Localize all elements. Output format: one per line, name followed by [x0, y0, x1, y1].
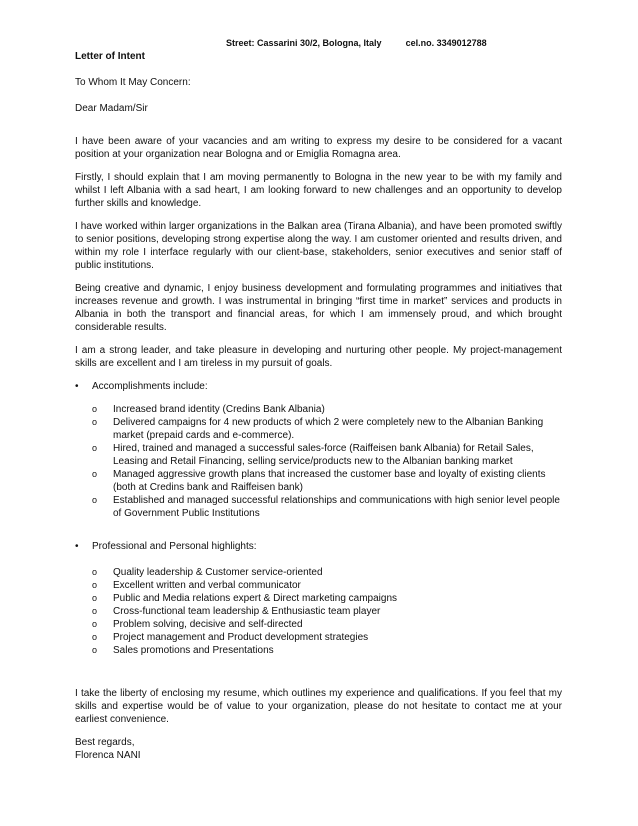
- circle-bullet-icon: o: [92, 593, 98, 603]
- list-item: [75, 468, 562, 494]
- paragraph-intro: I have been aware of your vacancies and am writing to express my desire to be considered for a vacant position at your organization near Bologna and or Emiglia Romagna area.: [75, 136, 562, 160]
- signature-name: Florenca NANI: [75, 750, 141, 761]
- circle-bullet-icon: o: [92, 404, 98, 414]
- salutation-personal: Dear Madam/Sir: [75, 103, 148, 114]
- letter-body: [75, 50, 562, 762]
- paragraph-creativity: Being creative and dynamic, I enjoy business development and formulating programmes and initiatives that increases revenue and growth. I was instrumental in bringing “first time in market” services and products in Albania in both the transport and financial areas, for which I am immensely proud, and which brought considerable results.: [75, 283, 562, 333]
- highlights-heading-text: Professional and Personal highlights:: [92, 541, 257, 552]
- list-item-text: Quality leadership & Customer service-oriented: [113, 567, 323, 578]
- circle-bullet-icon: o: [92, 580, 98, 590]
- list-item: [75, 605, 562, 618]
- circle-bullet-icon: o: [92, 567, 98, 577]
- list-item: [75, 566, 562, 579]
- paragraph-leadership: I am a strong leader, and take pleasure in developing and nurturing other people. My project-management skills are excellent and I am tireless in my pursuit of goals.: [75, 345, 562, 369]
- circle-bullet-icon: o: [92, 645, 98, 655]
- highlights-list: [75, 566, 562, 657]
- letter-title: Letter of Intent: [75, 51, 145, 62]
- list-item-text: Increased brand identity (Credins Bank Albania): [113, 404, 325, 415]
- paragraph-relocation: Firstly, I should explain that I am moving permanently to Bologna in the new year to be with my family and whilst I left Albania with a sad heart, I am looking forward to new challenges and an opportunity to develop further skills and knowledge.: [75, 172, 562, 209]
- street-address: Street: Cassarini 30/2, Bologna, Italy: [226, 38, 382, 48]
- list-item: [75, 416, 562, 442]
- highlights-heading: [75, 540, 562, 553]
- circle-bullet-icon: o: [92, 417, 98, 427]
- salutation-general: To Whom It May Concern:: [75, 77, 191, 88]
- paragraph-closing: I take the liberty of enclosing my resume, which outlines my experience and qualifications. If you feel that my skills and expertise would be of value to your organization, please do not hesitate to contact me at your earliest convenience.: [75, 688, 562, 725]
- circle-bullet-icon: o: [92, 619, 98, 629]
- list-item-text: Cross-functional team leadership & Enthusiastic team player: [113, 606, 381, 617]
- circle-bullet-icon: o: [92, 469, 98, 479]
- list-item-text: Public and Media relations expert & Direct marketing campaigns: [113, 593, 398, 604]
- bullet-icon: •: [75, 541, 79, 552]
- list-item-text: Delivered campaigns for 4 new products of which 2 were completely new to the Albanian Banking market (prepaid cards and e-commerce).: [113, 417, 544, 441]
- list-item: [75, 631, 562, 644]
- list-item: [75, 494, 562, 520]
- bullet-icon: •: [75, 381, 79, 392]
- circle-bullet-icon: o: [92, 632, 98, 642]
- accomplishments-heading: [75, 380, 562, 393]
- list-item: [75, 579, 562, 592]
- list-item-text: Sales promotions and Presentations: [113, 645, 274, 656]
- list-item: [75, 644, 562, 657]
- list-item-text: Project management and Product development strategies: [113, 632, 369, 643]
- list-item-text: Problem solving, decisive and self-directed: [113, 619, 303, 630]
- list-item: [75, 618, 562, 631]
- circle-bullet-icon: o: [92, 443, 98, 453]
- list-item-text: Hired, trained and managed a successful sales-force (Raiffeisen bank Albania) for Retail Sales, Leasing and Retail Financing, selling service/products new to the Albanian banking market: [113, 443, 534, 467]
- list-item: [75, 442, 562, 468]
- list-item-text: Established and managed successful relationships and communications with high senior level people of Government Public Institutions: [113, 495, 560, 519]
- list-item-text: Excellent written and verbal communicator: [113, 580, 301, 591]
- list-item-text: Managed aggressive growth plans that increased the customer base and loyalty of existing clients (both at Credins bank and Raiffeisen bank): [113, 469, 546, 493]
- list-item: [75, 592, 562, 605]
- circle-bullet-icon: o: [92, 606, 98, 616]
- list-item: [75, 403, 562, 416]
- phone-number: cel.no. 3349012788: [405, 38, 487, 48]
- accomplishments-heading-text: Accomplishments include:: [92, 381, 208, 392]
- circle-bullet-icon: o: [92, 495, 98, 505]
- accomplishments-list: [75, 403, 562, 520]
- paragraph-experience: I have worked within larger organizations in the Balkan area (Tirana Albania), and have been promoted swiftly to senior positions, developing strong expertise along the way. I am customer oriented and results driven, and within my role I interface regularly with our client-base, stakeholders, senior executives and senior staff of public institutions.: [75, 221, 562, 271]
- contact-header: [226, 38, 487, 48]
- sign-off: Best regards,: [75, 737, 135, 748]
